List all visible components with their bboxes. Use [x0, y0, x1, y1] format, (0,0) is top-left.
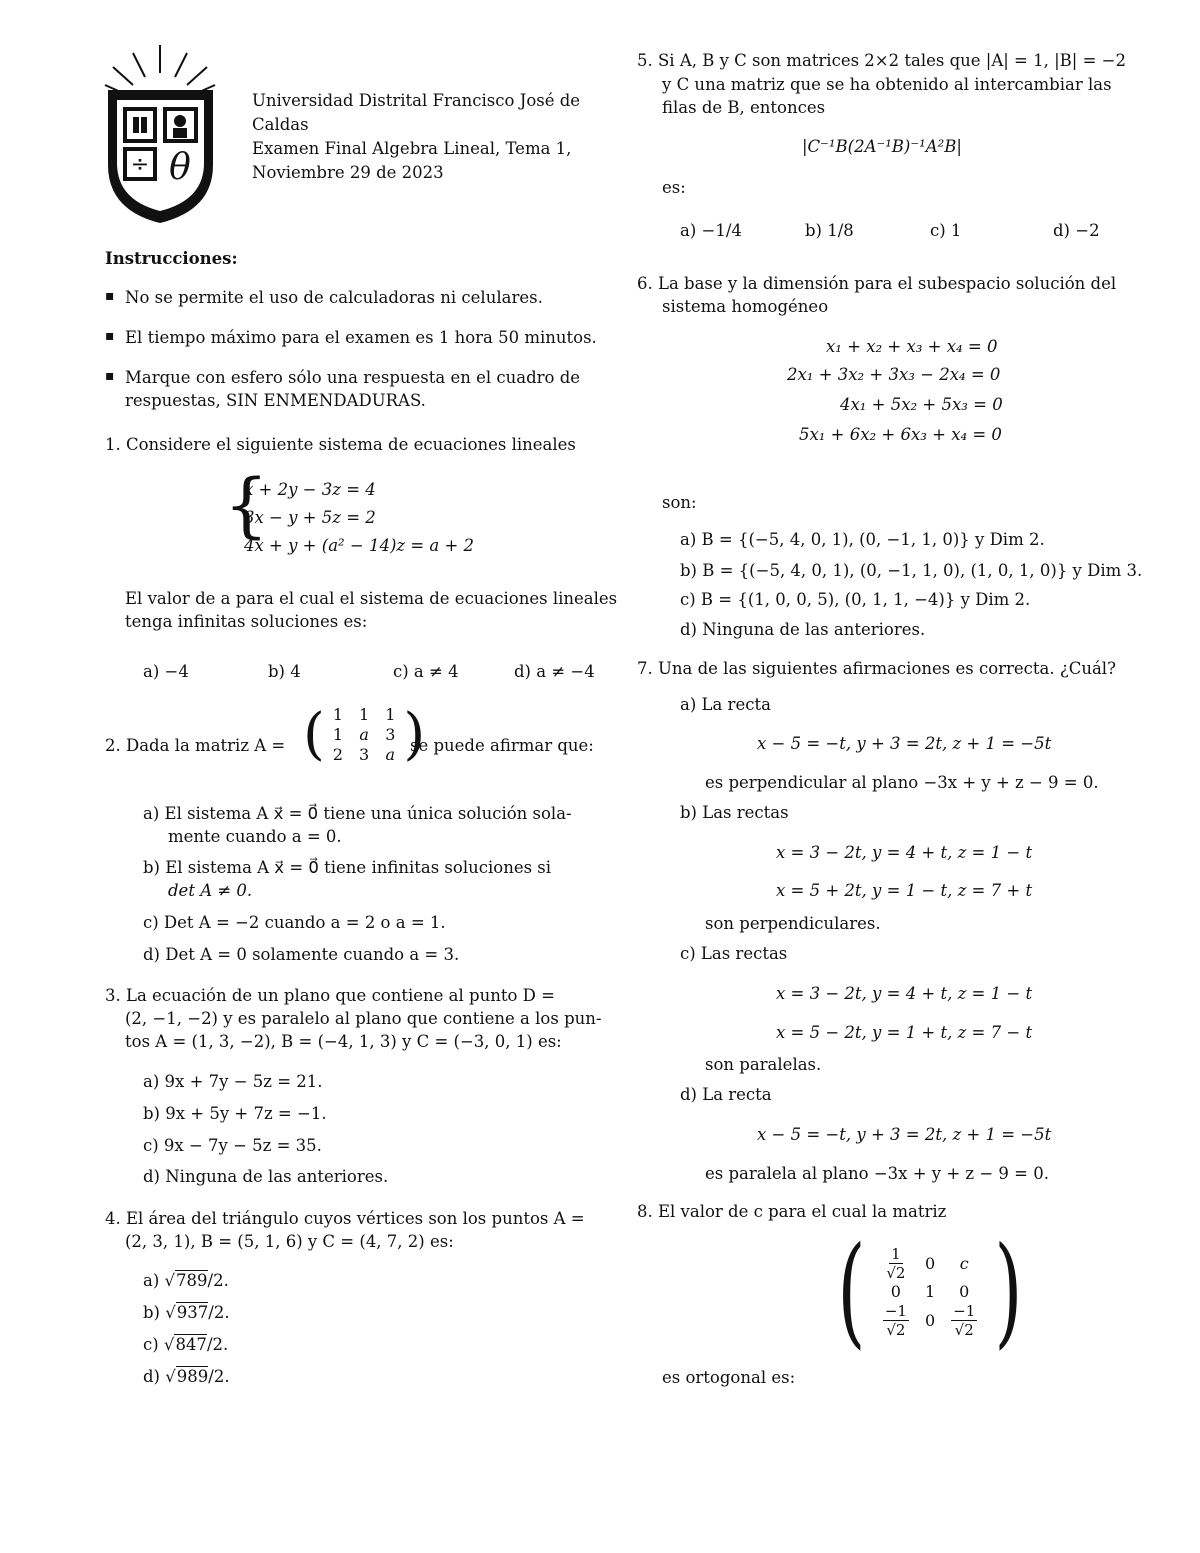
fraction: [883, 1302, 909, 1339]
q6-option-b[interactable]: b) B = {(−5, 4, 0, 1), (0, −1, 1, 0), (1, 0, 1, 0)} y Dim 3.: [680, 561, 1143, 580]
radicand: 789: [176, 1271, 208, 1290]
matrix-cell: 1: [924, 1282, 936, 1301]
q5-option-d[interactable]: d) −2: [1053, 221, 1100, 240]
matrix-cell: 0: [924, 1253, 936, 1273]
q5-line-2: y C una matriz que se ha obtenido al intercambiar las: [662, 75, 1112, 94]
q3-option-a[interactable]: a) 9x + 7y − 5z = 21.: [143, 1072, 323, 1091]
q3-option-c[interactable]: c) 9x − 7y − 5z = 35.: [143, 1136, 322, 1155]
option-tail: /2.: [207, 1271, 229, 1290]
header-line-2: Caldas: [252, 115, 309, 134]
q2-option-d[interactable]: d) Det A = 0 solamente cuando a = 3.: [143, 945, 460, 964]
q6-eq-1: x₁ + x₂ + x₃ + x₄ = 0: [826, 337, 998, 356]
q5-expression: |C⁻¹B(2A⁻¹B)⁻¹A²B|: [802, 137, 962, 156]
q1-option-a[interactable]: a) −4: [143, 662, 189, 681]
q6-son: son:: [662, 493, 697, 512]
q4-option-d[interactable]: [143, 1366, 230, 1387]
q7-b-equation-1: x = 3 − 2t, y = 4 + t, z = 1 − t: [776, 843, 1033, 862]
option-tail: /2.: [208, 1303, 230, 1322]
q7-a-equation: x − 5 = −t, y + 3 = 2t, z + 1 = −5t: [757, 734, 1052, 753]
q8-text: 8. El valor de c para el cual la matriz: [637, 1202, 947, 1221]
matrix-cell: a: [359, 725, 369, 744]
matrix-cell: 1: [359, 705, 370, 724]
matrix-cell: 0: [890, 1282, 901, 1301]
q1-eq-3: 4x + y + (a² − 14)z = a + 2: [244, 536, 475, 555]
q7-option-b[interactable]: b) Las rectas: [680, 803, 789, 822]
numerator: −1: [953, 1302, 976, 1320]
svg-text:÷: ÷: [130, 152, 150, 177]
matrix-cell: 1: [332, 705, 344, 724]
q1-eq-1: x + 2y − 3z = 4: [244, 480, 376, 499]
q1-text2a: El valor de a para el cual el sistema de ecuaciones lineales: [125, 589, 618, 608]
matrix-cell: 0: [959, 1282, 970, 1301]
q3-line-3: tos A = (1, 3, −2), B = (−4, 1, 3) y C = (−3, 0, 1) es:: [125, 1032, 562, 1051]
q6-line-2: sistema homogéneo: [662, 297, 829, 316]
q6-option-c[interactable]: c) B = {(1, 0, 0, 5), (0, 1, 1, −4)} y Dim 2.: [680, 590, 1031, 609]
instruction-item-cont: respuestas, SIN ENMENDADURAS.: [125, 391, 426, 410]
q2-option-c[interactable]: c) Det A = −2 cuando a = 2 o a = 1.: [143, 913, 446, 932]
q7-c-equation-1: x = 3 − 2t, y = 4 + t, z = 1 − t: [776, 984, 1033, 1003]
q2-text-a: 2. Dada la matriz A =: [105, 736, 286, 755]
svg-text:θ: θ: [169, 147, 191, 188]
instruction-item: ▪ El tiempo máximo para el examen es 1 hora 50 minutos.: [125, 327, 597, 348]
denominator: √2: [886, 1264, 906, 1282]
q7-b-tail: son perpendiculares.: [705, 914, 881, 933]
q5-option-a[interactable]: a) −1/4: [680, 221, 742, 240]
q2-matrix: ( 1 1 1 1 a 3 2 3 a ): [303, 702, 426, 767]
q6-eq-2: 2x₁ + 3x₂ + 3x₃ − 2x₄ = 0: [787, 365, 1001, 384]
q8-tail: es ortogonal es:: [662, 1368, 796, 1387]
q7-option-c[interactable]: c) Las rectas: [680, 944, 788, 963]
denominator: √2: [886, 1321, 906, 1339]
q1-eq-2: 3x − y + 5z = 2: [244, 508, 376, 527]
option-label: b) √: [143, 1303, 176, 1322]
university-seal-logo: [103, 45, 218, 225]
q5-es: es:: [662, 178, 686, 197]
matrix-cell: 0: [924, 1310, 936, 1330]
q1-option-c[interactable]: c) a ≠ 4: [393, 662, 459, 681]
numerator: −1: [884, 1302, 907, 1320]
q1-option-b[interactable]: b) 4: [268, 662, 301, 681]
fraction: [886, 1245, 905, 1282]
q4-option-a[interactable]: [143, 1270, 229, 1291]
q5-option-c[interactable]: c) 1: [930, 221, 962, 240]
header-line-4: Noviembre 29 de 2023: [252, 163, 444, 182]
numerator: 1: [891, 1245, 901, 1263]
option-label: d) √: [143, 1367, 176, 1386]
q2-option-a[interactable]: a) El sistema A x⃗ = 0⃗ tiene una única solución sola-: [143, 804, 572, 823]
q2-option-a-cont: mente cuando a = 0.: [168, 827, 342, 846]
option-label: c) √: [143, 1335, 175, 1354]
q3-line-2: (2, −1, −2) y es paralelo al plano que contiene a los pun-: [125, 1009, 602, 1028]
system-brace: {: [224, 464, 269, 546]
q5-line-3: filas de B, entonces: [662, 98, 826, 117]
radicand: 937: [176, 1303, 209, 1322]
matrix-cell: 3: [385, 725, 396, 744]
q7-c-tail: son paralelas.: [705, 1055, 822, 1074]
instructions-title: Instrucciones:: [105, 249, 238, 268]
q4-option-b[interactable]: [143, 1302, 230, 1323]
radicand: 847: [175, 1335, 207, 1354]
q7-option-d[interactable]: d) La recta: [680, 1085, 772, 1104]
q1-text2b: tenga infinitas soluciones es:: [125, 612, 368, 631]
matrix-cell: 1: [332, 725, 344, 744]
q5-option-b[interactable]: b) 1/8: [805, 221, 854, 240]
instruction-item: ▪ No se permite el uso de calculadoras ni celulares.: [125, 287, 543, 308]
q7-text: 7. Una de las siguientes afirmaciones es correcta. ¿Cuál?: [637, 659, 1116, 678]
fraction: [951, 1302, 977, 1339]
q2-option-b-cont: det A ≠ 0.: [168, 881, 253, 900]
matrix-cell: a: [385, 745, 396, 764]
q3-line-1: 3. La ecuación de un plano que contiene al punto D =: [105, 986, 555, 1005]
q7-d-equation: x − 5 = −t, y + 3 = 2t, z + 1 = −5t: [757, 1125, 1052, 1144]
option-tail: /2.: [206, 1335, 229, 1354]
q2-text-b: se puede afirmar que:: [410, 736, 594, 755]
q7-d-tail: es paralela al plano −3x + y + z − 9 = 0.: [705, 1164, 1049, 1183]
denominator: √2: [954, 1321, 974, 1339]
matrix-cell: c: [959, 1253, 969, 1273]
header-line-1: Universidad Distrital Francisco José de: [252, 91, 581, 110]
instruction-item: ▪ Marque con esfero sólo una respuesta en el cuadro de: [125, 367, 580, 388]
q8-matrix: ( $\frac{1}{√2}$ 0 c 0 1 0 $\frac{-1}{√2}$ 0 $\frac{-1}{√2}$ ): [837, 1222, 1023, 1361]
q6-eq-4: 5x₁ + 6x₂ + 6x₃ + x₄ = 0: [799, 425, 1002, 444]
q7-a-tail: es perpendicular al plano −3x + y + z − 9 = 0.: [705, 773, 1099, 792]
q4-line-2: (2, 3, 1), B = (5, 1, 6) y C = (4, 7, 2) es:: [125, 1232, 454, 1251]
q6-option-a[interactable]: a) B = {(−5, 4, 0, 1), (0, −1, 1, 0)} y Dim 2.: [680, 530, 1045, 549]
q3-option-b[interactable]: b) 9x + 5y + 7z = −1.: [143, 1104, 327, 1123]
q6-line-1: 6. La base y la dimensión para el subespacio solución del: [637, 274, 1117, 293]
header-line-3: Examen Final Algebra Lineal, Tema 1,: [252, 139, 572, 158]
q3-option-d[interactable]: d) Ninguna de las anteriores.: [143, 1167, 389, 1186]
q6-option-d[interactable]: d) Ninguna de las anteriores.: [680, 620, 926, 639]
q4-line-1: 4. El área del triángulo cuyos vértices son los puntos A =: [105, 1209, 585, 1228]
q1-text: 1. Considere el siguiente sistema de ecuaciones lineales: [105, 435, 576, 454]
q4-option-c[interactable]: [143, 1334, 228, 1355]
option-tail: /2.: [208, 1367, 230, 1386]
matrix-cell: 1: [385, 705, 396, 724]
matrix-cell: 2: [332, 745, 344, 764]
q6-eq-3: 4x₁ + 5x₂ + 5x₃ = 0: [840, 395, 1003, 414]
radicand: 989: [176, 1367, 209, 1386]
option-label: a) √: [143, 1271, 176, 1290]
matrix-cell: 3: [359, 745, 370, 764]
q1-option-d[interactable]: d) a ≠ −4: [514, 662, 595, 681]
q5-line-1: 5. Si A, B y C son matrices 2×2 tales que |A| = 1, |B| = −2: [637, 51, 1126, 70]
q7-option-a[interactable]: a) La recta: [680, 695, 771, 714]
q2-option-b[interactable]: b) El sistema A x⃗ = 0⃗ tiene infinitas soluciones si: [143, 858, 552, 877]
q7-c-equation-2: x = 5 − 2t, y = 1 + t, z = 7 − t: [776, 1023, 1033, 1042]
q7-b-equation-2: x = 5 + 2t, y = 1 − t, z = 7 + t: [776, 881, 1033, 900]
